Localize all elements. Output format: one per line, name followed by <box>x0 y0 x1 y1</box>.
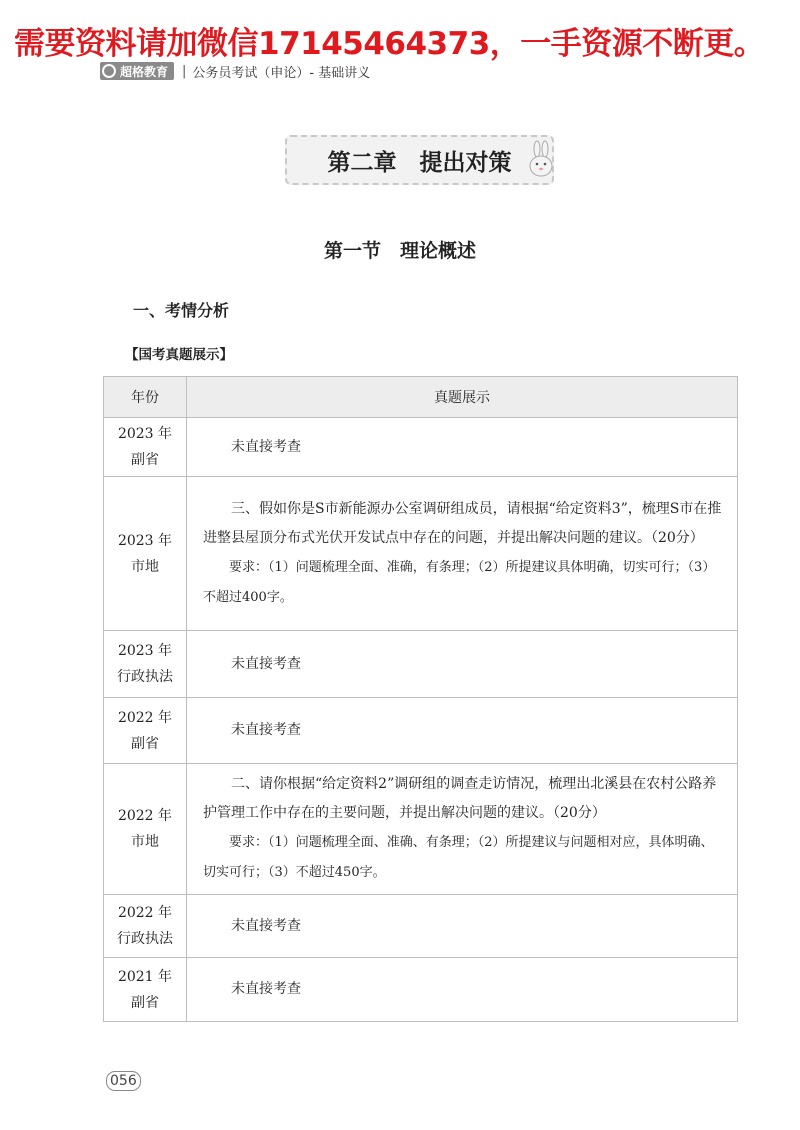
year-text: 2023 年 <box>117 643 173 659</box>
exam-type-text: 副省 <box>131 452 159 468</box>
brand-logo <box>100 62 174 80</box>
exam-type-text: 市地 <box>131 558 159 575</box>
year-cell <box>104 895 187 958</box>
table-row <box>104 764 738 895</box>
requirement-text: 要求：（1）问题梳理全面、准确，有条理；（2）所提建议具体明确，切实可行；（3）不超过400字。 <box>203 559 716 605</box>
heading-exam-analysis: 一、考情分析 <box>133 301 230 320</box>
exam-type-text: 市地 <box>131 834 159 850</box>
content-cell <box>187 958 738 1022</box>
column-header-year: 年份 <box>104 377 187 418</box>
exam-type-text: 副省 <box>131 994 159 1011</box>
content-cell <box>187 698 738 764</box>
content-text: 未直接考查 <box>231 438 301 455</box>
content-text: 未直接考查 <box>231 981 301 997</box>
year-cell <box>104 418 187 477</box>
column-header-content: 真题展示 <box>187 377 738 418</box>
content-text: 未直接考查 <box>231 917 301 934</box>
table-row <box>104 477 738 631</box>
year-cell <box>104 698 187 764</box>
year-text: 2022 年 <box>117 905 173 921</box>
year-text: 2022 年 <box>117 709 173 726</box>
chapter-title-box <box>285 135 554 185</box>
question-text: 三、假如你是S市新能源办公室调研组成员，请根据“给定资料3”，梳理S市在推进整县屋顶分布式光伏开发试点中存在的问题，并提出解决问题的建议。（20分） <box>203 500 722 546</box>
table-row <box>104 418 738 477</box>
year-cell <box>104 958 187 1022</box>
year-cell <box>104 764 187 895</box>
page-number: 056 <box>106 1071 141 1091</box>
table-row <box>104 631 738 698</box>
chapter-title: 第二章 提出对策 <box>327 149 512 176</box>
header-divider: | <box>182 63 187 79</box>
logo-text: 超格教育 <box>120 64 169 79</box>
section-title: 第一节 理论概述 <box>323 240 476 262</box>
exam-type-text: 行政执法 <box>117 931 173 947</box>
content-cell <box>187 477 738 631</box>
table-row <box>104 895 738 958</box>
year-text: 2023 年 <box>117 426 173 442</box>
watermark-text: 需要资料请加微信17145464373，一手资源不断更。 <box>14 26 765 62</box>
year-text: 2021 年 <box>117 968 173 985</box>
page-header <box>100 60 370 82</box>
content-text: 未直接考查 <box>231 655 301 672</box>
year-cell <box>104 631 187 698</box>
content-cell <box>187 418 738 477</box>
content-text: 未直接考查 <box>231 722 301 738</box>
table-header-row <box>104 377 738 418</box>
content-cell <box>187 764 738 895</box>
header-title: 公务员考试（申论）- 基础讲义 <box>192 65 371 81</box>
requirement-text: 要求：（1）问题梳理全面、准确、有条理；（2）所提建议与问题相对应，具体明确、切实可行；（3）不超过450字。 <box>203 835 714 880</box>
content-cell <box>187 895 738 958</box>
table-row <box>104 698 738 764</box>
table-row <box>104 958 738 1022</box>
year-text: 2023 年 <box>117 532 173 549</box>
exam-type-text: 副省 <box>131 735 159 752</box>
bunny-mascot-icon <box>527 140 555 180</box>
question-text: 二、请你根据“给定资料2”调研组的调查走访情况，梳理出北溪县在农村公路养护管理工作中存在的主要问题，并提出解决问题的建议。（20分） <box>203 776 717 821</box>
content-cell <box>187 631 738 698</box>
year-text: 2022 年 <box>117 808 173 824</box>
exam-tag-label: 【国考真题展示】 <box>125 347 233 363</box>
exam-type-text: 行政执法 <box>117 669 173 685</box>
year-cell <box>104 477 187 631</box>
logo-icon <box>102 64 116 78</box>
exam-question-table <box>103 376 738 1022</box>
